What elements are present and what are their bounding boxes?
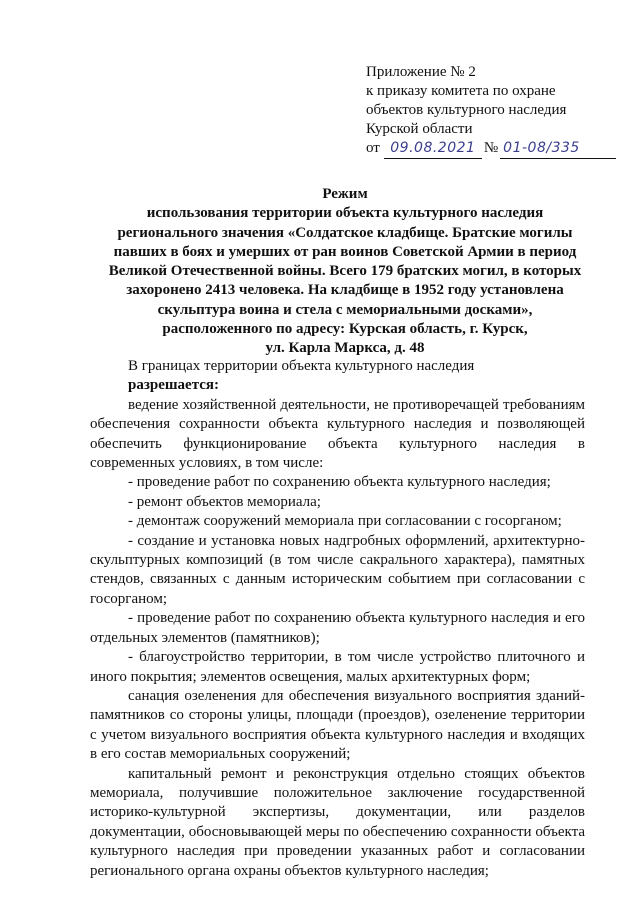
- capital-repair-paragraph: капитальный ремонт и реконструкция отдельно стоящих объектов мемориала, получившие положительное заключение государственной историко-культурной экспертизы, документации, или разделов документации, обосновывающей меры по обеспечению сохранности объекта культурного наследия при проведении указанных работ и согласовании регионального органа охраны объектов культурного наследия;: [90, 765, 585, 879]
- list-item: - создание и установка новых надгробных оформлений, архитектурно-скульптурных композиций (в том числе сакрального характера), памятных стендов, связанных с данным историческим событием при согласовании с госорганом;: [90, 532, 585, 607]
- appendix-header: [366, 63, 626, 159]
- title-line: Великой Отечественной войны. Всего 179 братских могил, в которых: [108, 263, 582, 280]
- order-date-number: [366, 139, 626, 159]
- list-item: - демонтаж сооружений мемориала при согласовании с госорганом;: [128, 513, 562, 530]
- economic-activity-paragraph: ведение хозяйственной деятельности, не противоречащей требованиям обеспечения сохранности объекта культурного наследия и позволяющей обеспечить функционирование объекта культурного наследия в современных условиях, в том числе:: [90, 396, 585, 472]
- handwritten-number: 01-08/335: [500, 139, 616, 159]
- list-item: - ремонт объектов мемориала;: [128, 493, 321, 510]
- number-prefix: №: [483, 140, 499, 156]
- appendix-number: Приложение № 2: [366, 64, 476, 80]
- title-line: Режим: [322, 186, 368, 202]
- document-title: [90, 185, 600, 359]
- list-item: - проведение работ по сохранению объекта культурного наследия и его отдельных элементов (памятников);: [90, 610, 585, 646]
- intro-paragraph: В границах территории объекта культурного наследия: [128, 358, 475, 374]
- title-line: павших в боях и умерших от ран воинов Советской Армии в период: [113, 243, 577, 260]
- title-line: захоронено 2413 человека. На кладбище в 1952 году установлена: [126, 282, 564, 299]
- title-line: расположенного по адресу: Курская область, г. Курск,: [162, 321, 528, 338]
- appendix-committee: объектов культурного наследия: [366, 102, 567, 118]
- title-line: скульптура воина и стела с мемориальными досками»,: [157, 301, 533, 318]
- document-body: [90, 357, 585, 881]
- sanation-paragraph: санация озеленения для обеспечения визуального восприятия зданий-памятников со стороны улицы, площади (проездов), озеленение территории с учетом визуального восприятия объекта культурного наследия и входящих в его состав мемориальных сооружений;: [90, 687, 585, 763]
- appendix-region: Курской области: [366, 121, 473, 137]
- appendix-order-ref: к приказу комитета по охране: [366, 83, 556, 99]
- handwritten-date: 09.08.2021: [384, 139, 482, 159]
- allowed-heading: разрешается:: [128, 377, 220, 394]
- date-prefix: от: [366, 140, 380, 156]
- list-item: - проведение работ по сохранению объекта культурного наследия;: [128, 474, 551, 491]
- list-item: - благоустройство территории, в том числе устройство плиточного и иного покрытия; элементов освещения, малых архитектурных форм;: [90, 649, 585, 685]
- title-line: регионального значения «Солдатское кладбище. Братские могилы: [117, 224, 573, 241]
- title-line: использования территории объекта культурного наследия: [146, 205, 544, 222]
- title-line: ул. Карла Маркса, д. 48: [265, 340, 425, 357]
